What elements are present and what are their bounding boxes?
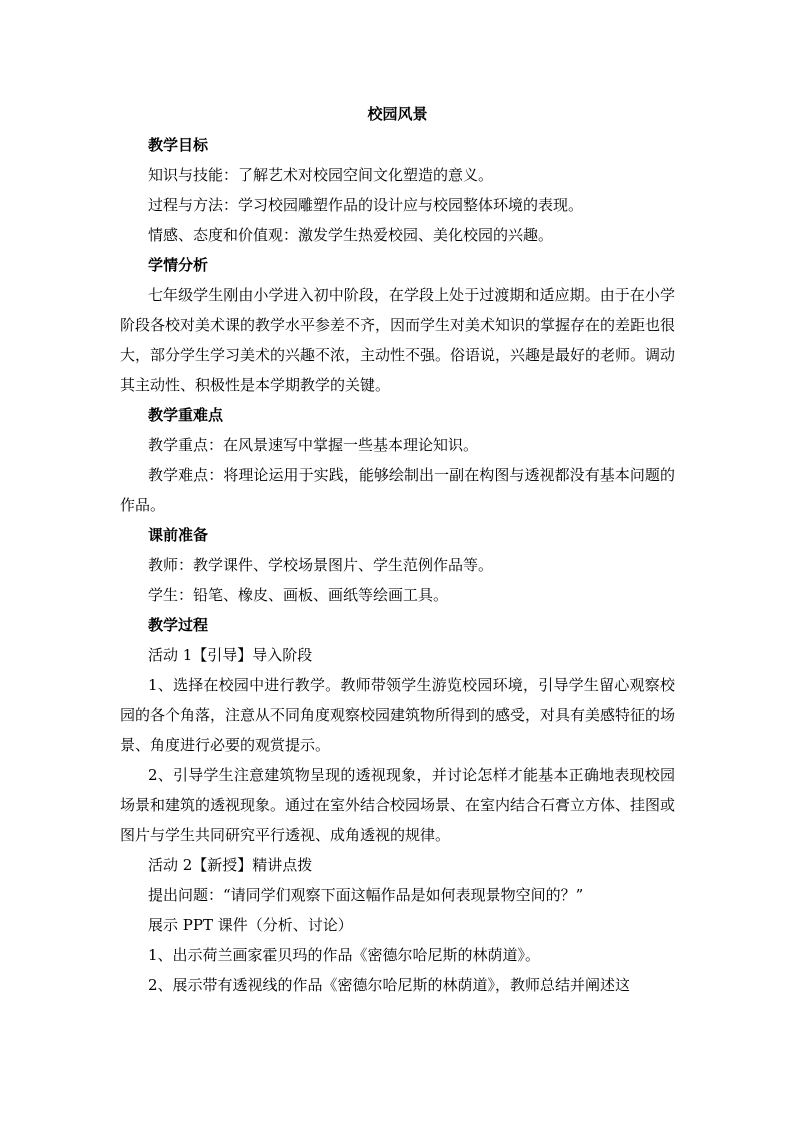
activity-2-title: 活动 2【新授】精讲点拨 — [148, 856, 313, 874]
activity-2-ppt: 展示 PPT 课件（分析、讨论） — [148, 916, 353, 934]
goal-attitude: 情感、态度和价值观：激发学生热爱校园、美化校园的兴趣。 — [148, 226, 554, 244]
heading-teaching-process: 教学过程 — [148, 616, 209, 634]
preparation-student: 学生：铅笔、橡皮、画板、画纸等绘画工具。 — [148, 586, 449, 604]
activity-2-item-1: 1、出示荷兰画家霍贝玛的作品《密德尔哈尼斯的林荫道》。 — [148, 946, 541, 964]
analysis-paragraph: 七年级学生刚由小学进入初中阶段，在学段上处于过渡期和适应期。由于在小学阶段各校对美术课的教学水平参差不齐，因而学生对美术知识的掌握存在的差距也很大，部分学生学习美术的兴趣不浓，主动性不强。俗语说，兴趣是最好的老师。调动其主动性、积极性是本学期教学的关键。 — [120, 286, 676, 394]
teaching-difficulty: 教学难点：将理论运用于实践，能够绘制出一副在构图与透视都没有基本问题的作品。 — [120, 466, 675, 514]
heading-student-analysis: 学情分析 — [148, 256, 209, 274]
activity-1-paragraph-2: 2、引导学生注意建筑物呈现的透视现象，并讨论怎样才能基本正确地表现校园场景和建筑的透视现象。通过在室外结合校园场景、在室内结合石膏立方体、挂图或图片与学生共同研究平行透视、成角透视的规律。 — [120, 766, 676, 844]
document-page — [120, 100, 675, 1000]
activity-2-question: 提出问题：“请同学们观察下面这幅作品是如何表现景物空间的？” — [148, 886, 584, 904]
goal-process: 过程与方法：学习校园雕塑作品的设计应与校园整体环境的表现。 — [148, 196, 584, 214]
activity-1-paragraph-1: 1、选择在校园中进行教学。教师带领学生游览校园环境，引导学生留心观察校园的各个角落，注意从不同角度观察校园建筑物所得到的感受，对具有美感特征的场景、角度进行必要的观赏提示。 — [120, 676, 676, 754]
preparation-teacher: 教师：教学课件、学校场景图片、学生范例作品等。 — [148, 556, 494, 574]
goal-knowledge: 知识与技能：了解艺术对校园空间文化塑造的意义。 — [148, 166, 494, 184]
document-title: 校园风景 — [367, 105, 428, 123]
activity-2-item-2: 2、展示带有透视线的作品《密德尔哈尼斯的林荫道》，教师总结并阐述这 — [148, 976, 631, 994]
activity-1-title: 活动 1【引导】导入阶段 — [148, 646, 313, 664]
teaching-focus: 教学重点：在风景速写中掌握一些基本理论知识。 — [148, 436, 479, 454]
heading-key-points: 教学重难点 — [148, 406, 224, 424]
heading-teaching-goals: 教学目标 — [148, 136, 209, 154]
heading-preparation: 课前准备 — [148, 526, 209, 544]
